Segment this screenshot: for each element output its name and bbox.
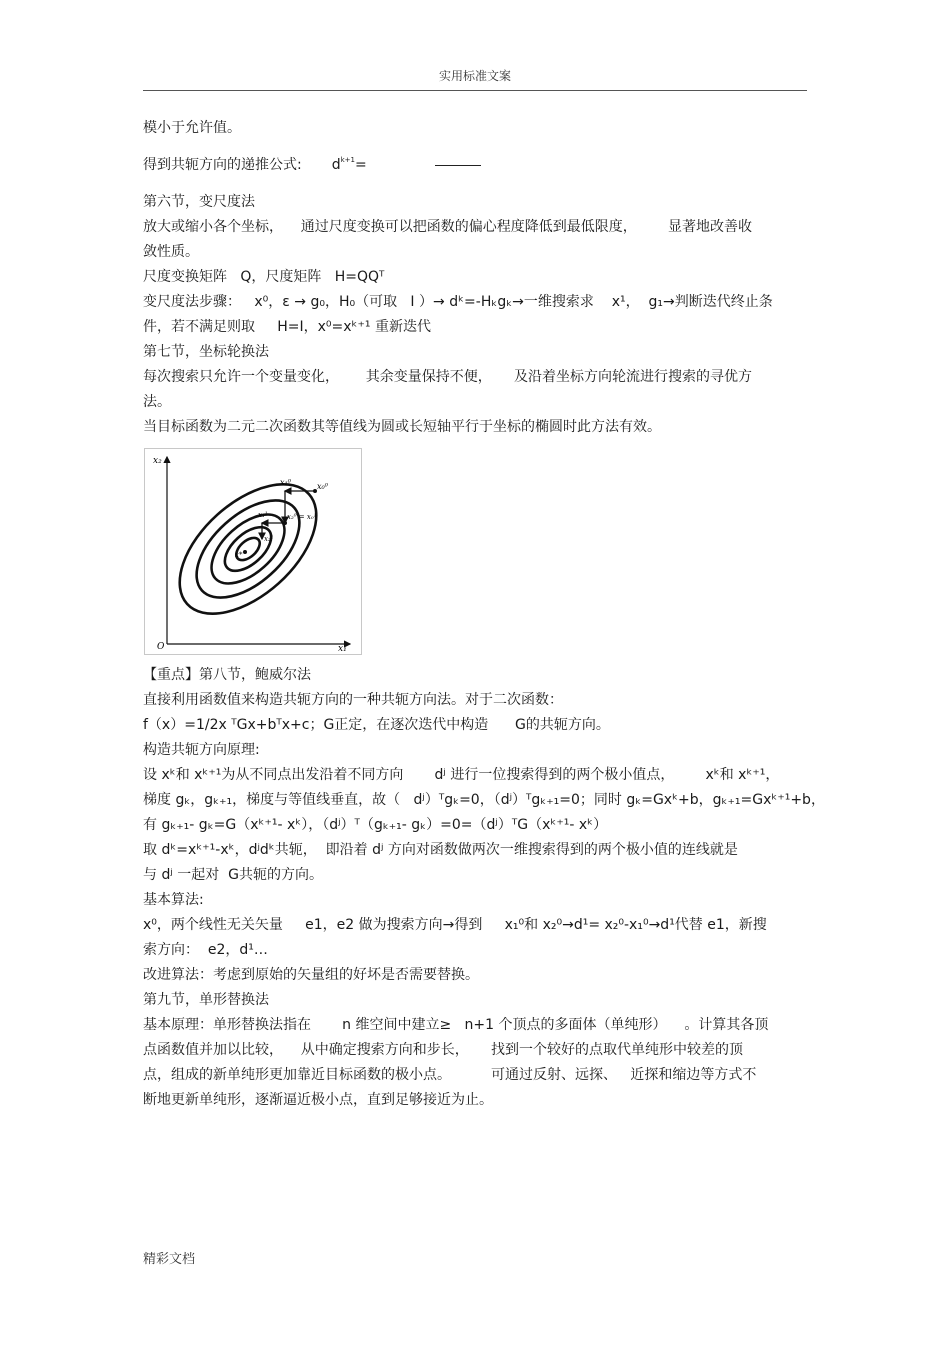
text-line: 梯度 gₖ，gₖ₊₁，梯度与等值线垂直，故（ dʲ）ᵀgₖ=0，（dʲ）ᵀgₖ₊₁=0；同时 gₖ=Gxᵏ+b，gₖ₊₁=Gxᵏ⁺¹+b， bbox=[143, 792, 825, 808]
point-label: x₁⁰ bbox=[280, 478, 291, 487]
text-line: 点函数值并加以比较， 从中确定搜索方向和步长， 找到一个较好的点取代单纯形中较差的顶 bbox=[143, 1042, 744, 1058]
point-label: x₁¹ bbox=[258, 511, 268, 519]
text-line: 基本算法: bbox=[143, 892, 204, 908]
fraction-bar bbox=[435, 165, 481, 166]
text-line: 件，若不满足则取 H=I，x⁰=xᵏ⁺¹ 重新迭代 bbox=[143, 319, 431, 335]
point-label: x* bbox=[235, 551, 243, 559]
contour-4 bbox=[217, 519, 279, 579]
text-line: 模小于允许值。 bbox=[143, 120, 241, 136]
text-line: f（x）=1/2x ᵀGx+bᵀx+c；G正定，在逐次迭代中构造 G的共轭方向。 bbox=[143, 717, 610, 733]
text-line: 基本原理：单形替换法指在 n 维空间中建立≥ n+1 个顶点的多面体（单纯形） 。计算其各顶 bbox=[143, 1017, 769, 1033]
footer-text: 精彩文档 bbox=[143, 1252, 196, 1267]
text-line: 法。 bbox=[143, 394, 171, 410]
y-axis-label: x₂ bbox=[153, 456, 162, 466]
formula-eq: = bbox=[354, 157, 367, 173]
contour-lines bbox=[156, 460, 339, 638]
page-footer bbox=[143, 1248, 195, 1267]
text-line: 构造共轭方向原理: bbox=[143, 742, 260, 758]
section-7-title: 第七节，坐标轮换法 bbox=[143, 344, 269, 360]
text-line: 尺度变换矩阵 Q，尺度矩阵 H=QQᵀ bbox=[143, 269, 385, 285]
point-label: x₂⁰ = x₀¹ bbox=[287, 513, 317, 521]
formula-sup: k+1 bbox=[340, 156, 355, 164]
text-line: 索方向： e2，d¹… bbox=[143, 942, 268, 958]
text-line: 敛性质。 bbox=[143, 244, 199, 260]
text-line: 与 dʲ 一起对 G共轭的方向。 bbox=[143, 867, 323, 883]
text-line: 改进算法：考虑到原始的矢量组的好坏是否需要替换。 bbox=[143, 967, 479, 983]
section-6-title: 第六节，变尺度法 bbox=[143, 194, 255, 210]
recursion-formula-line bbox=[143, 153, 807, 178]
minimum-point bbox=[243, 550, 247, 554]
text-line: 有 gₖ₊₁- gₖ=G（xᵏ⁺¹- xᵏ），（dʲ）ᵀ（gₖ₊₁- gₖ）=0=（dʲ）ᵀG（xᵏ⁺¹- xᵏ） bbox=[143, 817, 608, 833]
contour-1 bbox=[156, 460, 339, 638]
text-line: 每次搜索只允许一个变量变化， 其余变量保持不便， 及沿着坐标方向轮流进行搜索的寻优方 bbox=[143, 369, 752, 385]
formula-d: d bbox=[331, 157, 341, 173]
text-line: 断地更新单纯形，逐渐逼近极小点，直到足够接近为止。 bbox=[143, 1092, 493, 1108]
text-line: 变尺度法步骤： x⁰，ε → g₀，H₀（可取 I ）→ dᵏ=-Hₖgₖ→一维搜索求 x¹， g₁→判断迭代终止条 bbox=[143, 294, 773, 310]
text-line: x⁰，两个线性无关矢量 e1，e2 做为搜索方向→得到 x₁⁰和 x₂⁰→d¹= x₂⁰-x₁⁰→d¹代替 e1，新搜 bbox=[143, 917, 767, 933]
text-line: 取 dᵏ=xᵏ⁺¹-xᵏ，dʲdᵏ共轭， 即沿着 dʲ 方向对函数做两次一维搜索得到的两个极小值的连线就是 bbox=[143, 842, 738, 858]
header-title: 实用标准文案 bbox=[438, 69, 511, 83]
coordinate-rotation-figure bbox=[144, 448, 362, 655]
point-label: x₂¹ bbox=[264, 535, 274, 543]
section-9-title: 第九节，单形替换法 bbox=[143, 992, 269, 1008]
point-label: x₀⁰ bbox=[317, 482, 328, 491]
contour-diagram bbox=[145, 449, 361, 654]
page-header bbox=[143, 66, 807, 91]
contour-2 bbox=[179, 482, 317, 616]
text-line: 设 xᵏ和 xᵏ⁺¹为从不同点出发沿着不同方向 dʲ 进行一位搜索得到的两个极小值点， xᵏ和 xᵏ⁺¹， bbox=[143, 767, 780, 783]
text-line: 直接利用函数值来构造共轭方向的一种共轭方向法。对于二次函数： bbox=[143, 692, 563, 708]
text-line: 点，组成的新单纯形更加靠近目标函数的极小点。 可通过反射、远探、 近探和缩边等方式不 bbox=[143, 1067, 757, 1083]
origin-label: O bbox=[157, 642, 165, 652]
x-axis-label: x₁ bbox=[338, 644, 347, 654]
document-body bbox=[143, 116, 825, 1113]
formula-label: 得到共轭方向的递推公式: bbox=[143, 157, 302, 173]
text-line: 放大或缩小各个坐标， 通过尺度变换可以把函数的偏心程度降低到最低限度， 显著地改善收 bbox=[143, 219, 752, 235]
contour-3 bbox=[199, 502, 297, 597]
text-line: 当目标函数为二元二次函数其等值线为圆或长短轴平行于坐标的椭圆时此方法有效。 bbox=[143, 419, 661, 435]
section-8-title: 【重点】第八节，鲍威尔法 bbox=[143, 667, 311, 683]
